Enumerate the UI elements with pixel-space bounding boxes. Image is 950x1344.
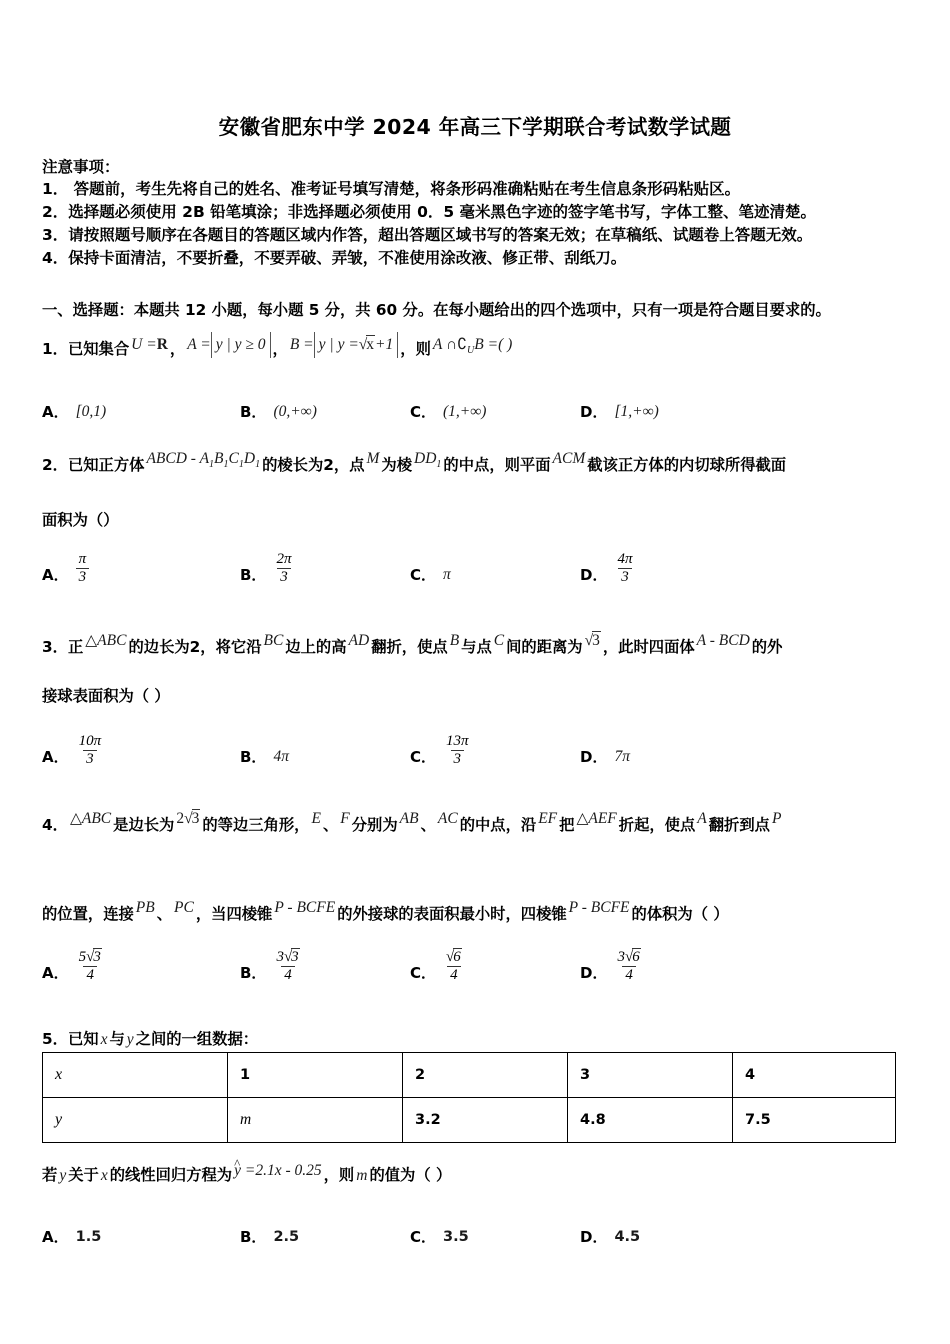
math-point-p: P: [771, 810, 782, 827]
option-letter: A．: [42, 1228, 69, 1246]
notice-heading: 注意事项：: [42, 158, 120, 176]
option-value: (0,+∞): [273, 403, 317, 420]
sqrt-icon: √x: [358, 336, 375, 353]
math-sqrt-3: √3: [584, 632, 600, 649]
section-header-multiple-choice: 一、选择题：本题共 12 小题，每小题 5 分，共 60 分。在每小题给出的四个选项中，只有一项是符合题目要求的。: [42, 301, 831, 319]
question-1-number: 1．: [42, 340, 68, 358]
option-value: 7π: [614, 748, 630, 765]
question-3: [42, 634, 922, 709]
question-1: [42, 336, 922, 369]
question-1-stem-a: 已知集合: [67, 340, 130, 358]
math-pyramid-p-bcfe-1: P - BCFE: [274, 899, 336, 916]
option-letter: D．: [580, 964, 608, 982]
option-value: $\frac{2\pi}{3}$: [276, 551, 292, 585]
math-height-ad: AD: [348, 632, 370, 649]
question-2-options: [42, 538, 922, 584]
math-set-a: A = y | y ≥ 0: [185, 336, 272, 353]
math-point-c: C: [493, 632, 505, 649]
option-letter: A．: [42, 403, 69, 421]
option-letter: C．: [410, 748, 437, 766]
table-cell-x-3: 3: [568, 1053, 733, 1098]
option-value: [1,+∞): [614, 403, 659, 420]
table-cell-y-1: m: [228, 1098, 403, 1143]
math-universal-set: U =R: [131, 336, 168, 353]
notice-item-1: 1． 答题前，考生先将自己的姓名、准考证号填写清楚，将条形码准确粘贴在考生信息条形码粘贴区。: [42, 180, 741, 198]
option-letter: B．: [240, 1228, 267, 1246]
math-tetrahedron-abcd: A - BCD: [696, 632, 750, 649]
question-5-options: [42, 1200, 922, 1246]
option-value: $\frac{3√3}{4}$: [276, 949, 299, 983]
option-value: (1,+∞): [443, 403, 487, 420]
table-row-y: [43, 1098, 896, 1143]
option-2-d[interactable]: [580, 549, 635, 584]
table-cell-y-label: y: [43, 1098, 228, 1143]
option-value: $\frac{\pi}{3}$: [76, 551, 90, 586]
option-1-b[interactable]: [240, 403, 317, 421]
math-segment-pb: PB: [135, 899, 155, 916]
math-segment-pc: PC: [174, 899, 194, 916]
notice-item-3: 3．请按照题号顺序在各题目的答题区域内作答，超出答题区域书写的答案无效；在草稿纸、试题卷上答题无效。: [42, 226, 813, 244]
option-value: 4.5: [614, 1229, 641, 1245]
question-5-tail-text: 若 y 关于 x 的线性回归方程为 ^ y =2.1x - 0.25 ，则 m 的值为（ ）: [42, 1162, 922, 1189]
question-3-options: [42, 720, 922, 766]
question-4-text-line-1: 4． △ABC 是边长为 2√3 的等边三角形， E 、 F 分别为 AB 、 AC 的中点，沿 EF 把 △AEF 折起，使点 A 翻折到点 P: [42, 810, 782, 834]
option-3-a[interactable]: [42, 731, 104, 766]
option-letter: C．: [410, 566, 437, 584]
option-value: $\frac{√6}{4}$: [446, 949, 461, 983]
question-4-options: [42, 936, 922, 982]
math-point-e: E: [311, 810, 321, 827]
math-var-m: m: [356, 1167, 368, 1184]
option-2-c[interactable]: [410, 566, 451, 584]
math-set-b: B = y | y =√x+1: [288, 336, 400, 353]
option-4-d[interactable]: [580, 947, 644, 982]
table-cell-y-2: 3.2: [403, 1098, 568, 1143]
table-cell-x-label: x: [43, 1053, 228, 1098]
option-1-c[interactable]: [410, 403, 486, 421]
math-segment-ac: AC: [437, 810, 458, 827]
table-cell-y-4: 7.5: [733, 1098, 896, 1143]
option-letter: C．: [410, 403, 437, 421]
math-point-b: B: [449, 632, 460, 649]
complement-icon: ∁: [457, 336, 468, 353]
option-5-c[interactable]: [410, 1228, 469, 1246]
option-letter: B．: [240, 566, 267, 584]
math-var-y: y: [59, 1167, 67, 1184]
math-point-f: F: [340, 810, 350, 827]
question-2-text-line-1: 2．已知正方体 ABCD - $A_1B_1C_1D_1$ 的棱长为2，点 M 为棱 $DD_1$ 的中点，则平面 ACM 截该正方体的内切球所得截面: [42, 450, 787, 474]
option-letter: A．: [42, 566, 69, 584]
option-value: $\frac{4\pi}{3}$: [617, 551, 633, 585]
math-point-a: A: [697, 810, 707, 827]
question-4-number: 4．: [42, 816, 68, 834]
question-3-text-line-1: 3．正 △ABC 的边长为2，将它沿 BC 边上的高 AD 翻折，使点 B 与点 C 间的距离为 √3 ，此时四面体 A - BCD 的外: [42, 632, 783, 656]
table-row-x: [43, 1053, 896, 1098]
option-letter: C．: [410, 1228, 437, 1246]
math-regression-equation: ^ y =2.1x - 0.25: [232, 1162, 324, 1179]
option-value: 1.5: [75, 1229, 102, 1245]
option-letter: D．: [580, 748, 608, 766]
question-1-options: [42, 375, 922, 421]
math-cube-label: ABCD - $A_1B_1C_1D_1$: [146, 450, 261, 471]
table-cell-x-4: 4: [733, 1053, 896, 1098]
table-cell-x-1: 1: [228, 1053, 403, 1098]
option-3-d[interactable]: [580, 748, 630, 766]
option-letter: D．: [580, 1228, 608, 1246]
option-5-b[interactable]: [240, 1228, 299, 1246]
question-5: [42, 1026, 922, 1053]
option-2-a[interactable]: [42, 549, 89, 584]
option-5-a[interactable]: [42, 1228, 101, 1246]
option-letter: D．: [580, 566, 608, 584]
question-2-number: 2．: [42, 456, 68, 474]
question-4: [42, 812, 922, 928]
question-5-number: 5．: [42, 1030, 68, 1048]
math-var-y: y: [126, 1031, 134, 1048]
math-var-x: x: [100, 1031, 108, 1048]
option-value: π: [443, 566, 451, 583]
option-value: $\frac{5√3}{4}$: [78, 949, 101, 983]
option-letter: D．: [580, 403, 608, 421]
option-value: $\frac{3√6}{4}$: [617, 949, 640, 983]
math-triangle-abc: △ABC: [69, 810, 112, 827]
option-letter: B．: [240, 403, 267, 421]
math-segment-ab: AB: [399, 810, 419, 827]
table-cell-y-3: 4.8: [568, 1098, 733, 1143]
option-value: $\frac{13\pi}{3}$: [446, 733, 469, 767]
option-3-c[interactable]: [410, 731, 472, 766]
question-4-text-line-2: 的位置，连接 PB 、 PC ，当四棱锥 P - BCFE 的外接球的表面积最小时，四棱锥 P - BCFE 的体积为（ ）: [42, 899, 729, 923]
math-point-m: M: [366, 450, 380, 467]
question-5-tail: [42, 1162, 922, 1189]
math-plane-acm: ACM: [552, 450, 586, 467]
math-var-x: x: [100, 1167, 108, 1184]
option-letter: C．: [410, 964, 437, 982]
option-value: [0,1): [75, 403, 107, 420]
page-title: 安徽省肥东中学 2024 年高三下学期联合考试数学试题: [218, 115, 732, 139]
option-1-d[interactable]: [580, 403, 659, 421]
question-3-number: 3．: [42, 638, 68, 656]
table-cell-x-2: 2: [403, 1053, 568, 1098]
option-value: 2.5: [273, 1229, 300, 1245]
option-letter: B．: [240, 748, 267, 766]
math-side-bc: BC: [263, 632, 284, 649]
question-1-text: 1．已知集合 U =R ， A = y | y ≥ 0 ， B = y | y =√x+1 ，则 A $\cap∁_UB$ =( ): [42, 336, 922, 369]
option-letter: B．: [240, 964, 267, 982]
question-2: [42, 452, 922, 533]
math-edge-dd1: $DD_1$: [414, 450, 442, 471]
notice-item-4: 4．保持卡面清洁，不要折叠，不要弄破、弄皱，不准使用涂改液、修正带、刮纸刀。: [42, 249, 627, 267]
math-pyramid-p-bcfe-2: P - BCFE: [568, 899, 630, 916]
hat-icon: ^ y: [234, 1162, 241, 1179]
option-value: 4π: [273, 748, 289, 765]
option-3-b[interactable]: [240, 748, 289, 766]
notice-block: [42, 156, 908, 270]
option-1-a[interactable]: [42, 403, 106, 421]
math-triangle-abc: △ABC: [85, 632, 127, 649]
option-4-c[interactable]: [410, 947, 465, 982]
math-2-sqrt-3: 2√3: [176, 810, 200, 827]
math-triangle-aef: △AEF: [576, 810, 617, 827]
math-intersection-complement: A $\cap∁_UB$ =( ): [432, 336, 513, 357]
option-letter: A．: [42, 748, 69, 766]
notice-item-2: 2．选择题必须使用 2B 铅笔填涂；非选择题必须使用 0．5 毫米黑色字迹的签字笔书写，字体工整、笔迹清楚。: [42, 203, 817, 221]
option-value: 3.5: [443, 1229, 469, 1245]
math-segment-ef: EF: [538, 810, 558, 827]
option-value: $\frac{10\pi}{3}$: [78, 733, 102, 767]
question-5-text: 5．已知 x 与 y 之间的一组数据：: [42, 1030, 259, 1048]
option-4-b[interactable]: [240, 947, 303, 982]
question-2-text-line-2: 面积为（）: [42, 511, 119, 530]
data-table: [42, 1052, 896, 1143]
option-letter: A．: [42, 964, 69, 982]
option-5-d[interactable]: [580, 1228, 640, 1246]
option-4-a[interactable]: [42, 947, 105, 982]
question-3-text-line-2: 接球表面积为（ ）: [42, 687, 170, 705]
option-2-b[interactable]: [240, 549, 294, 584]
